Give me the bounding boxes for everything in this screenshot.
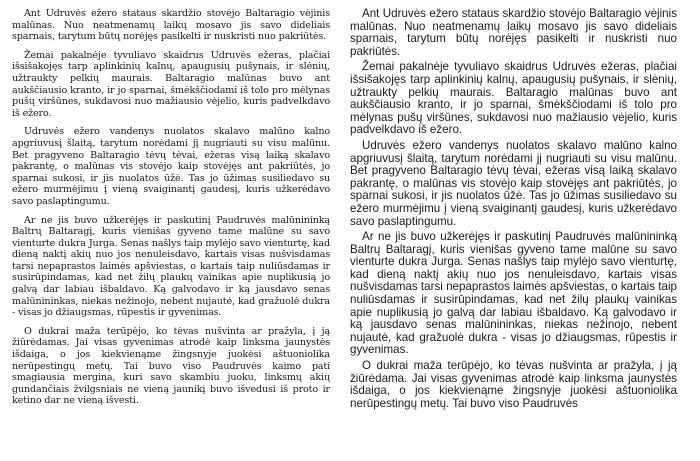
right-page-text-column <box>350 8 677 413</box>
right-paragraph-3: Udruvės ežero vandenys nuolatos skalavo malūno kalno apgriuvusį šlaitą, tarytum norėdami jį nugriauti su visu malūnu. Bet pragyveno Baltaragio tėvų tėvai, ežeras visą laiką skalavo pakrantę, o malūnas vis stovėjo kaip stovėjęs ant pakriūtės, jo sparnai sukosi, ir jis nuolatos ūžė. Tas jo ūžimas susiliedavo su ežero murmėjimu į vieną svaiginantį gaudesį, kuris užkerėdavo savo paslaptingumu. <box>350 138 677 228</box>
right-paragraph-5: O dukrai maža terūpėjo, ko tėvas nušvinta ar pražyla, į ją žiūrėdama. Jai visas gyvenimas atrodė kaip linksma jaunystės išdaiga, o jos kiekvienąme žingsnyje juokėsi aštuoniolika nerūpestingų metų. Tai buvo viso Paudruvės <box>350 359 677 410</box>
right-paragraph-4: Ar ne jis buvo užkerėjęs ir paskutinį Paudruvės malūnininką Baltrų Baltaragį, kuris vienišas gyveno tame malūne su savo vienturte dukra Jurga. Senas našlys taip mylėjo savo vienturtę, kad dieną naktį akių nuo jos nenuleisdavo, kartais visas nušvisdamas tarsi nepaprastos laimės apšviestas, o kartais taip nuliūsdamas ir susirūpindamas, kad net žilų plaukų vainikas apie nuplikusią jo galvą dar labiau išbaldavo. Ką galvodavo ir ką jausdavo senas malūnininkas, niekas nežinojo, nebent nujautė, kad gražuolė dukra - visas jo džiaugsmas, rūpestis ir gyvenimas. <box>350 230 677 357</box>
right-paragraph-1: Ant Udruvės ežero stataus skardžio stovėjo Baltaragio vėjinis malūnas. Nuo neatmenamų laikų mosavo jis savo dideliais sparnais, tarytum būtų norėjęs pasikelti ir nuskristi nuo pakriūtės. <box>350 7 677 58</box>
left-paragraph-2: Žemai pakalnėje tyvuliavo skaidrus Udruvės ežeras, plačiai išsišakojęs tarp aplinkinių kalnų, apaugusių pušynais, ir slėnių, užtraukty pelkių maurais. Baltaragio malūnas buvo ant aukščiausio kranto, ir jo sparnai, šmėkščiodami iš tolo pro mėlynas pušų viršūnes, sukdavosi nuo mažiausio vėjelio, kuris padvelkdavo iš ežero. <box>12 49 330 119</box>
left-paragraph-4: Ar ne jis buvo užkerėjęs ir paskutinį Paudruvės malūnininką Baltrų Baltaragį, kuris vienišas gyveno tame malūne su savo vienturte dukra Jurga. Senas našlys taip mylėjo savo vienturtę, kad dieną naktį akių nuo jos nenuleisdavo, kartais visas nušvisdamas tarsi nepaprastos laimės apšviestas, o kartais taip nuliūsdamas ir susirūpindamas, kad net žilų plaukų vainikas apie nuplikusią jo galvą dar labiau išbaldavo. Ką galvodavo ir ką jausdavo senas malūnininkas, niekas nežinojo, nebent nujautė, kad gražuolė dukra - visas jo džiaugsmas, rūpestis ir gyvenimas. <box>12 214 330 319</box>
left-paragraph-5: O dukrai maža terūpėjo, ko tėvas nušvinta ar pražyla, į ją žiūrėdamas. Jai visas gyvenimas atrodė kaip linksma jaunystės išdaiga, o jos kiekvienąme žingsnyje juokėsi aštuoniolika nerūpestingų metų. Tai buvo viso Paudruvės kaimo pati smagiausia mergina, kuri savo skambiu juoku, linksmų akių gundančiais žvilgsniais ne vieną jaunikį buvo išvedusi iš proto ir ketino dar ne vieną išvesti. <box>12 325 330 407</box>
left-page-text-column <box>12 8 330 414</box>
right-paragraph-2: Žemai pakalnėje tyvuliavo skaidrus Udruvės ežeras, plačiai išsišakojęs tarp aplinkinių kalnų, apaugusių pušynais, ir slėnių, užtraukty pelkių maurais. Baltaragio malūnas buvo ant aukščiausio kranto, ir jo sparnai, šmėkščiodami iš tolo pro mėlynas pušų viršūnes, sukdavosi nuo mažiausio vėjelio, kuris padvelkdavo iš ežero. <box>350 60 677 137</box>
left-paragraph-1: Ant Udruvės ežero stataus skardžio stovėjo Baltaragio vėjinis malūnas. Nuo neatmenamų laikų mosavo jis savo dideliais sparnais, tarytum būtų norėjęs pasikelti ir nuskristi nuo pakriūtės. <box>12 8 330 43</box>
left-paragraph-3: Udruvės ežero vandenys nuolatos skalavo malūno kalno apgriuvusį šlaitą, tarytum norėdami jį nugriauti su visu malūnu. Bet pragyveno Baltaragio tėvų tėvai, ežeras visą laiką skalavo pakrantę, o malūnas vis stovėjo kaip stovėjęs ant pakriūtės, jo sparnai sukosi, ir jis nuolatos ūžė. Tas jo ūžimas susiliedavo su ežero murmėjimu į vieną svaiginantį gaudesį, kuris užkerėdavo savo paslaptingumu. <box>12 126 330 207</box>
